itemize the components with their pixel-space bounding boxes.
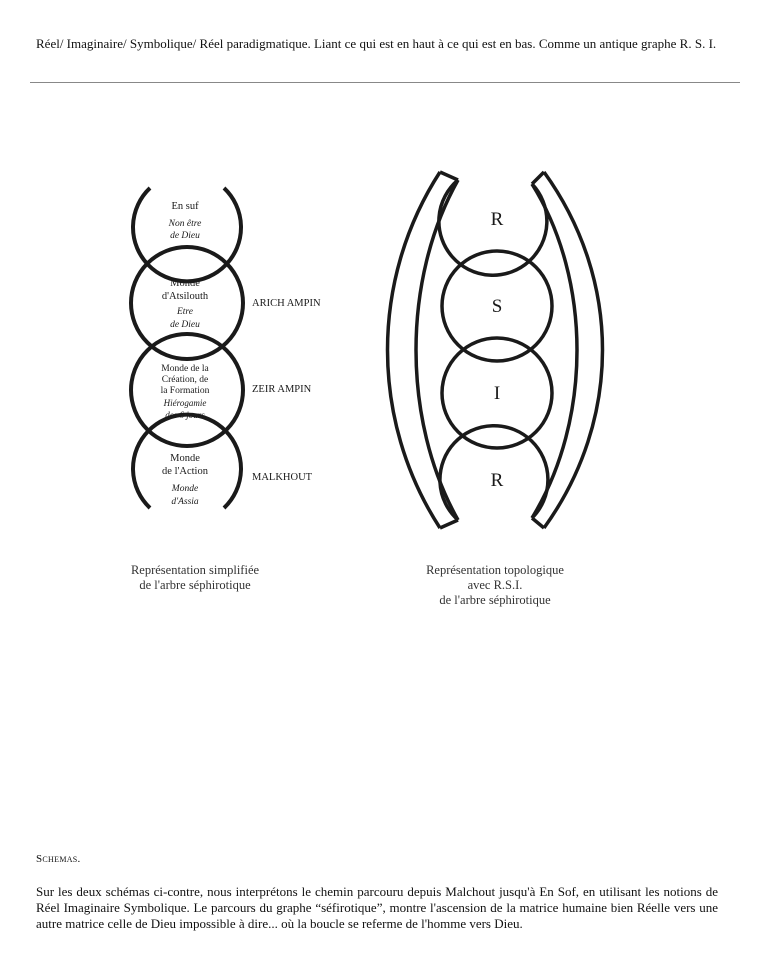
band-left-inner: [416, 180, 458, 520]
creation-sub1: Hiérogamie: [163, 398, 207, 408]
intro-paragraph: Réel/ Imaginaire/ Symbolique/ Réel paradigmatique. Liant ce qui est en haut à ce qui est en bas. Comme un antique graphe R. S. I.: [36, 36, 717, 51]
label-arich-ampin: ARICH AMPIN: [252, 298, 321, 309]
en-sof-sub2: de Dieu: [170, 231, 200, 241]
right-caption-line2: avec R.S.I.: [467, 578, 523, 592]
letter-r-top: R: [490, 209, 504, 230]
en-sof-sub1: Non être: [168, 219, 202, 229]
label-zeir-ampin: ZEIR AMPIN: [252, 384, 312, 395]
letter-r-bottom: R: [490, 470, 504, 491]
left-caption-line1: Représentation simplifiée: [130, 563, 260, 577]
band-right-top-cap: [532, 172, 544, 184]
left-caption: [90, 563, 300, 593]
circle-atsilouth: [131, 247, 243, 359]
atsilouth-sub2: de Dieu: [170, 320, 200, 330]
band-left-outer: [388, 172, 441, 528]
label-malkhout: MALKHOUT: [252, 472, 313, 483]
right-caption: [380, 563, 610, 608]
creation-line3: la Formation: [160, 386, 210, 396]
creation-sub2: des 6 jours: [165, 410, 205, 420]
section-body: Sur les deux schémas ci-contre, nous interprétons le chemin parcouru depuis Malchout jusqu'à En Sof, en utilisant les notions de Réel Imaginaire Symbolique. Le parcours du graphe “séfirotique”, montre l'ascension de la matrice humaine bien Réelle vers une autre matrice celle de Dieu impossible à dire... où la boucle se referme de l'homme vers Dieu.: [36, 884, 718, 931]
left-side-labels: [252, 298, 321, 483]
right-caption-line1: Représentation topologique: [426, 563, 564, 577]
creation-line1: Monde de la: [161, 364, 209, 374]
right-caption-line3: de l'arbre séphirotique: [439, 593, 551, 607]
band-right-inner: [532, 184, 577, 518]
band-right-bottom-cap: [532, 518, 544, 528]
letter-i: I: [493, 383, 501, 404]
band-left-top-cap: [440, 172, 458, 180]
en-sof-title: En suf: [171, 201, 199, 212]
action-line1: Monde: [170, 453, 200, 464]
action-line2: de l'Action: [162, 466, 208, 477]
atsilouth-sub1: Etre: [176, 307, 194, 317]
action-sub1: Monde: [171, 484, 199, 494]
atsilouth-line1: Monde: [170, 278, 200, 289]
section-title: Schemas.: [36, 853, 81, 865]
left-caption-line2: de l'arbre séphirotique: [139, 578, 251, 592]
creation-line2: Création, de: [161, 375, 209, 385]
atsilouth-line2: d'Atsilouth: [161, 291, 209, 302]
action-sub2: d'Assia: [171, 497, 199, 507]
letter-s: S: [491, 296, 503, 317]
band-left-bottom-cap: [440, 520, 458, 528]
